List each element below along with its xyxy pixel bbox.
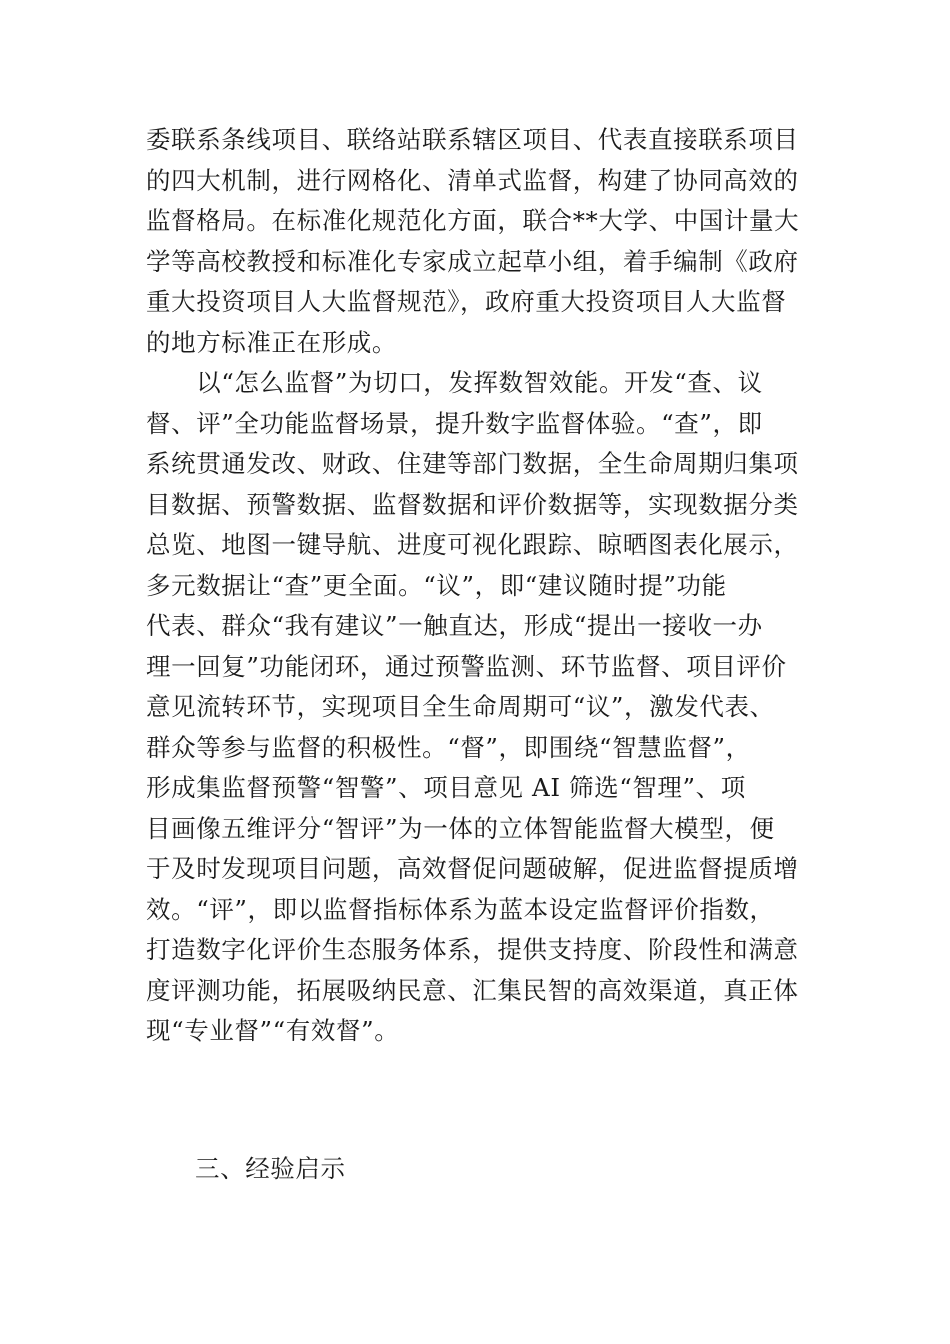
text-line: 效。“评”，即以监督指标体系为蓝本设定监督评价指数，: [146, 894, 775, 924]
text-line: 监督格局。在标准化规范化方面，联合**大学、中国计量大: [146, 206, 800, 235]
text-line: 理一回复”功能闭环，通过预警监测、环节监督、项目评价: [146, 651, 787, 681]
text-line: 重大投资项目人大监督规范》，政府重大投资项目人大监督: [146, 287, 787, 316]
text-line: 目数据、预警数据、监督数据和评价数据等，实现数据分类: [146, 489, 799, 519]
text-line: 于及时发现项目问题，高效督促问题破解，促进监督提质增: [146, 854, 799, 883]
text-line: 目画像五维评分“智评”为一体的立体智能监督大模型，便: [146, 813, 775, 843]
text-line: 现“专业督”“有效督”。: [146, 1016, 400, 1045]
text-line: 形成集监督预警“智警”、项目意见 AI 筛选“智理”、项: [146, 773, 746, 802]
text-line: 委联系条线项目、联络站联系辖区项目、代表直接联系项目: [146, 125, 799, 154]
text-line: 总览、地图一键导航、进度可视化跟踪、晾晒图表化展示，: [146, 530, 799, 559]
text-line: 代表、群众“我有建议”一触直达，形成“提出一接收一办: [146, 611, 763, 640]
text-line: 度评测功能，拓展吸纳民意、汇集民智的高效渠道，真正体: [146, 975, 799, 1005]
text-line: 意见流转环节，实现项目全生命周期可“议”，激发代表、: [146, 692, 775, 721]
text-line: 的地方标准正在形成。: [146, 327, 397, 357]
text-line: 以“怎么监督”为切口，发挥数智效能。开发“查、议: [146, 368, 763, 397]
body-text: [146, 120, 816, 1052]
text-line: 群众等参与监督的积极性。“督”，即围绕“智慧监督”，: [146, 732, 751, 762]
text-line: 学等高校教授和标准化专家成立起草小组，着手编制《政府: [146, 246, 799, 276]
text-line: 多元数据让“查”更全面。“议”，即“建议随时提”功能: [146, 570, 727, 600]
text-line: 打造数字化评价生态服务体系，提供支持度、阶段性和满意: [146, 935, 799, 964]
section-heading: 三、经验启示: [195, 1154, 346, 1183]
text-line: 系统贯通发改、财政、住建等部门数据，全生命周期归集项: [146, 449, 799, 478]
text-line: 的四大机制，进行网格化、清单式监督，构建了协同高效的: [146, 165, 799, 195]
text-line: 督、评”全功能监督场景，提升数字监督体验。“查”，即: [146, 408, 763, 438]
